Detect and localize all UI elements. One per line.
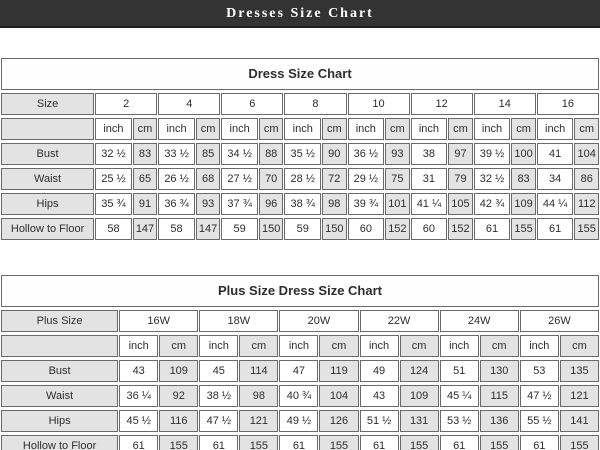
cm-value-cell: 104 (319, 385, 358, 407)
inch-value-cell: 61 (279, 435, 318, 450)
inch-value-cell: 51 ½ (360, 410, 399, 432)
inch-unit-cell: inch (279, 335, 318, 357)
row-label-cell: Bust (1, 143, 94, 165)
cm-unit-cell: cm (239, 335, 278, 357)
cm-value-cell: 91 (133, 193, 157, 215)
page-title: Dresses Size Chart (226, 6, 374, 21)
cm-value-cell: 114 (239, 360, 278, 382)
size-header-cell: 16 (537, 93, 599, 115)
inch-unit-cell: inch (221, 118, 258, 140)
inch-value-cell: 28 ½ (284, 168, 321, 190)
cm-value-cell: 65 (133, 168, 157, 190)
cm-value-cell: 135 (560, 360, 599, 382)
inch-value-cell: 25 ½ (95, 168, 132, 190)
table-title: Plus Size Dress Size Chart (1, 275, 599, 307)
cm-unit-cell: cm (159, 335, 198, 357)
cm-value-cell: 90 (322, 143, 346, 165)
inch-value-cell: 49 (360, 360, 399, 382)
size-header-cell: 12 (411, 93, 473, 115)
cm-value-cell: 150 (322, 218, 346, 240)
unit-row-spacer-cell (1, 335, 118, 357)
size-header-cell: 2 (95, 93, 157, 115)
cm-value-cell: 155 (159, 435, 198, 450)
cm-value-cell: 92 (159, 385, 198, 407)
cm-value-cell: 93 (385, 143, 409, 165)
inch-value-cell: 47 ½ (520, 385, 559, 407)
cm-value-cell: 85 (196, 143, 220, 165)
inch-value-cell: 47 ½ (199, 410, 238, 432)
inch-value-cell: 35 ¾ (95, 193, 132, 215)
cm-value-cell: 86 (574, 168, 599, 190)
inch-value-cell: 36 ¼ (119, 385, 158, 407)
size-header-cell: 10 (348, 93, 410, 115)
measurement-row (1, 410, 599, 432)
inch-value-cell: 40 ¾ (279, 385, 318, 407)
plus-size-chart-table (0, 272, 600, 450)
inch-value-cell: 55 ½ (520, 410, 559, 432)
inch-value-cell: 39 ¾ (348, 193, 385, 215)
cm-value-cell: 152 (385, 218, 409, 240)
inch-value-cell: 45 ¼ (440, 385, 479, 407)
cm-value-cell: 116 (159, 410, 198, 432)
inch-value-cell: 37 ¾ (221, 193, 258, 215)
cm-value-cell: 141 (560, 410, 599, 432)
inch-value-cell: 43 (360, 385, 399, 407)
cm-value-cell: 109 (159, 360, 198, 382)
cm-value-cell: 75 (385, 168, 409, 190)
inch-value-cell: 31 (411, 168, 448, 190)
cm-value-cell: 93 (196, 193, 220, 215)
cm-value-cell: 155 (560, 435, 599, 450)
inch-value-cell: 61 (537, 218, 574, 240)
inch-value-cell: 41 ¼ (411, 193, 448, 215)
inch-value-cell: 51 (440, 360, 479, 382)
inch-value-cell: 36 ¾ (158, 193, 195, 215)
measurement-row (1, 360, 599, 382)
inch-unit-cell: inch (199, 335, 238, 357)
cm-value-cell: 105 (448, 193, 472, 215)
cm-value-cell: 152 (448, 218, 472, 240)
cm-value-cell: 97 (448, 143, 472, 165)
cm-value-cell: 83 (133, 143, 157, 165)
cm-value-cell: 155 (319, 435, 358, 450)
cm-value-cell: 155 (239, 435, 278, 450)
inch-value-cell: 61 (474, 218, 511, 240)
measurement-row (1, 193, 599, 215)
inch-value-cell: 60 (411, 218, 448, 240)
row-label-cell: Waist (1, 168, 94, 190)
inch-unit-cell: inch (520, 335, 559, 357)
inch-value-cell: 34 ½ (221, 143, 258, 165)
size-header-cell: 26W (520, 310, 599, 332)
inch-unit-cell: inch (95, 118, 132, 140)
inch-value-cell: 53 (520, 360, 559, 382)
inch-value-cell: 43 (119, 360, 158, 382)
cm-unit-cell: cm (448, 118, 472, 140)
inch-value-cell: 29 ½ (348, 168, 385, 190)
measurement-row (1, 143, 599, 165)
cm-value-cell: 88 (259, 143, 283, 165)
cm-value-cell: 112 (574, 193, 599, 215)
size-header-cell: 20W (279, 310, 358, 332)
cm-unit-cell: cm (400, 335, 439, 357)
cm-unit-cell: cm (511, 118, 535, 140)
inch-value-cell: 26 ½ (158, 168, 195, 190)
inch-unit-cell: inch (158, 118, 195, 140)
inch-unit-cell: inch (411, 118, 448, 140)
cm-value-cell: 155 (511, 218, 535, 240)
dress-size-chart-table (0, 55, 600, 243)
cm-value-cell: 83 (511, 168, 535, 190)
page-header (0, 0, 600, 28)
inch-value-cell: 41 (537, 143, 574, 165)
inch-value-cell: 61 (360, 435, 399, 450)
cm-value-cell: 115 (480, 385, 519, 407)
cm-value-cell: 72 (322, 168, 346, 190)
measurement-row (1, 435, 599, 450)
inch-value-cell: 36 ½ (348, 143, 385, 165)
inch-value-cell: 32 ½ (95, 143, 132, 165)
inch-value-cell: 49 ½ (279, 410, 318, 432)
measurement-row (1, 218, 599, 240)
measurement-row (1, 168, 599, 190)
cm-unit-cell: cm (133, 118, 157, 140)
cm-value-cell: 104 (574, 143, 599, 165)
cm-value-cell: 109 (400, 385, 439, 407)
size-header-cell: 14 (474, 93, 536, 115)
row-label-cell: Waist (1, 385, 118, 407)
inch-value-cell: 34 (537, 168, 574, 190)
cm-unit-cell: cm (480, 335, 519, 357)
row-label-cell: Bust (1, 360, 118, 382)
cm-unit-cell: cm (574, 118, 599, 140)
inch-unit-cell: inch (474, 118, 511, 140)
cm-value-cell: 121 (560, 385, 599, 407)
cm-unit-cell: cm (560, 335, 599, 357)
cm-value-cell: 130 (480, 360, 519, 382)
row-label-cell: Hollow to Floor (1, 218, 94, 240)
cm-value-cell: 147 (133, 218, 157, 240)
cm-value-cell: 101 (385, 193, 409, 215)
inch-value-cell: 61 (119, 435, 158, 450)
inch-value-cell: 38 ½ (199, 385, 238, 407)
inch-value-cell: 33 ½ (158, 143, 195, 165)
cm-unit-cell: cm (319, 335, 358, 357)
inch-value-cell: 53 ½ (440, 410, 479, 432)
size-header-cell: 18W (199, 310, 278, 332)
cm-value-cell: 155 (480, 435, 519, 450)
cm-value-cell: 70 (259, 168, 283, 190)
cm-value-cell: 126 (319, 410, 358, 432)
inch-unit-cell: inch (440, 335, 479, 357)
inch-value-cell: 47 (279, 360, 318, 382)
size-corner-label-cell: Plus Size (1, 310, 118, 332)
inch-value-cell: 59 (284, 218, 321, 240)
inch-value-cell: 38 ¾ (284, 193, 321, 215)
cm-value-cell: 96 (259, 193, 283, 215)
cm-value-cell: 98 (239, 385, 278, 407)
cm-value-cell: 131 (400, 410, 439, 432)
inch-value-cell: 58 (158, 218, 195, 240)
cm-value-cell: 124 (400, 360, 439, 382)
inch-value-cell: 61 (440, 435, 479, 450)
cm-unit-cell: cm (385, 118, 409, 140)
inch-value-cell: 60 (348, 218, 385, 240)
inch-value-cell: 45 ½ (119, 410, 158, 432)
inch-unit-cell: inch (537, 118, 574, 140)
inch-value-cell: 59 (221, 218, 258, 240)
cm-value-cell: 119 (319, 360, 358, 382)
table-title: Dress Size Chart (1, 58, 599, 90)
unit-row-spacer-cell (1, 118, 94, 140)
size-header-cell: 6 (221, 93, 283, 115)
size-corner-label-cell: Size (1, 93, 94, 115)
size-header-cell: 22W (360, 310, 439, 332)
inch-value-cell: 39 ½ (474, 143, 511, 165)
inch-value-cell: 42 ¾ (474, 193, 511, 215)
inch-value-cell: 44 ¼ (537, 193, 574, 215)
cm-value-cell: 79 (448, 168, 472, 190)
inch-value-cell: 61 (199, 435, 238, 450)
inch-unit-cell: inch (119, 335, 158, 357)
inch-value-cell: 38 (411, 143, 448, 165)
cm-unit-cell: cm (259, 118, 283, 140)
cm-value-cell: 100 (511, 143, 535, 165)
size-header-cell: 8 (284, 93, 346, 115)
inch-value-cell: 61 (520, 435, 559, 450)
inch-value-cell: 35 ½ (284, 143, 321, 165)
cm-unit-cell: cm (322, 118, 346, 140)
cm-value-cell: 121 (239, 410, 278, 432)
inch-unit-cell: inch (284, 118, 321, 140)
row-label-cell: Hips (1, 193, 94, 215)
inch-value-cell: 45 (199, 360, 238, 382)
inch-unit-cell: inch (348, 118, 385, 140)
cm-value-cell: 155 (400, 435, 439, 450)
cm-value-cell: 109 (511, 193, 535, 215)
cm-value-cell: 150 (259, 218, 283, 240)
cm-unit-cell: cm (196, 118, 220, 140)
cm-value-cell: 68 (196, 168, 220, 190)
cm-value-cell: 98 (322, 193, 346, 215)
inch-value-cell: 58 (95, 218, 132, 240)
row-label-cell: Hips (1, 410, 118, 432)
cm-value-cell: 147 (196, 218, 220, 240)
cm-value-cell: 155 (574, 218, 599, 240)
inch-value-cell: 27 ½ (221, 168, 258, 190)
measurement-row (1, 385, 599, 407)
size-header-cell: 4 (158, 93, 220, 115)
row-label-cell: Hollow to Floor (1, 435, 118, 450)
size-charts-section (0, 55, 600, 450)
inch-unit-cell: inch (360, 335, 399, 357)
size-header-cell: 16W (119, 310, 198, 332)
inch-value-cell: 32 ½ (474, 168, 511, 190)
cm-value-cell: 136 (480, 410, 519, 432)
size-header-cell: 24W (440, 310, 519, 332)
